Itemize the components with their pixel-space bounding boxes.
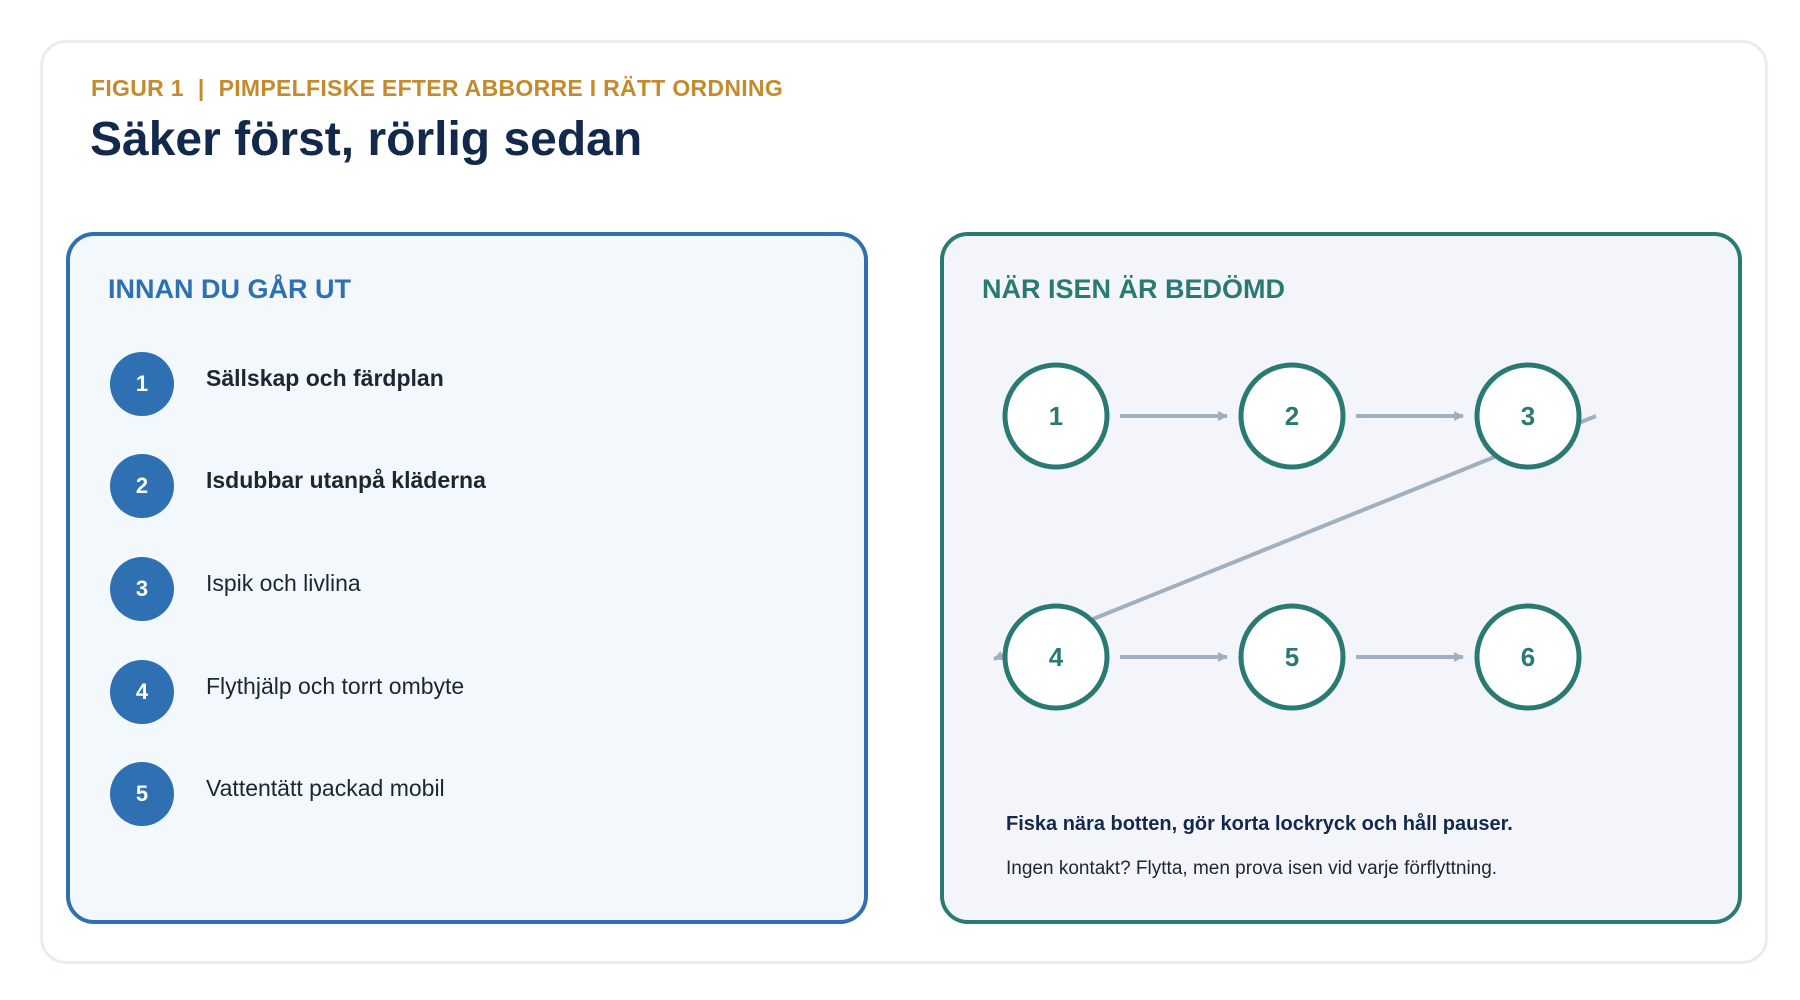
step-label: Flythjälp och torrt ombyte xyxy=(206,673,465,699)
figure-kicker-text: PIMPELFISKE EFTER ABBORRE I RÄTT ORDNING xyxy=(218,75,784,101)
checklist-step xyxy=(110,454,810,518)
flow-node-3 xyxy=(1477,365,1579,467)
step-label: Ispik och livlina xyxy=(206,570,361,596)
checklist-step xyxy=(110,762,810,826)
flow-node-label: 1 xyxy=(1048,401,1064,431)
flow-node-5 xyxy=(1241,606,1343,708)
flow-node-6 xyxy=(1477,606,1579,708)
figure-title: Säker först, rörlig sedan xyxy=(90,113,643,166)
figure-kicker xyxy=(91,75,783,102)
step-label: Vattentätt packad mobil xyxy=(206,775,445,801)
panel-heading-after: NÄR ISEN ÄR BEDÖMD xyxy=(982,274,1286,304)
kicker-separator: | xyxy=(197,75,205,101)
flow-node-label: 4 xyxy=(1048,642,1064,672)
checklist-step xyxy=(110,352,810,416)
flow-node-label: 5 xyxy=(1284,642,1300,672)
flow-node-2 xyxy=(1241,365,1343,467)
figure-label: FIGUR 1 xyxy=(91,75,184,101)
instruction-text: Fiska nära botten, gör korta lockryck och håll pauser. xyxy=(1006,813,1513,835)
flow-node-4 xyxy=(1005,606,1107,708)
step-number-badge: 4 xyxy=(110,660,174,724)
step-label: Sällskap och färdplan xyxy=(206,365,444,391)
panel-heading-before: INNAN DU GÅR UT xyxy=(108,274,351,304)
step-number-badge: 3 xyxy=(110,557,174,621)
panel-after-ice-assessed xyxy=(940,232,1742,924)
step-number-badge: 2 xyxy=(110,454,174,518)
step-number-badge: 5 xyxy=(110,762,174,826)
instruction-note: Ingen kontakt? Flytta, men prova isen vid varje förflyttning. xyxy=(1006,858,1498,879)
flow-node-label: 2 xyxy=(1284,401,1300,431)
checklist-step xyxy=(110,660,810,724)
step-number-badge: 1 xyxy=(110,352,174,416)
flow-node-label: 6 xyxy=(1520,642,1536,672)
panel-before-going-out xyxy=(66,232,868,924)
flow-node-1 xyxy=(1005,365,1107,467)
step-label: Isdubbar utanpå kläderna xyxy=(206,467,486,493)
checklist-step xyxy=(110,557,810,621)
flow-node-label: 3 xyxy=(1520,401,1536,431)
